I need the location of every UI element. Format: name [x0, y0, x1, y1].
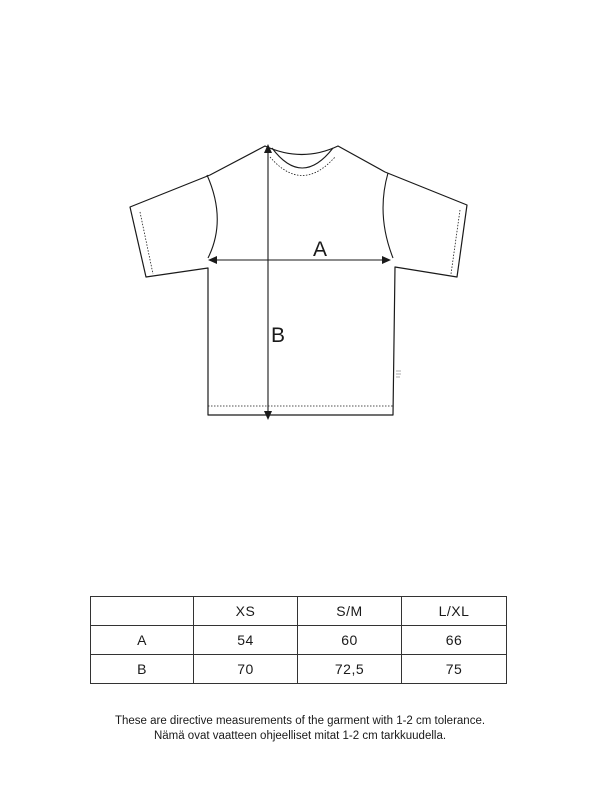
collar-stitch	[270, 157, 335, 176]
tolerance-note-english: These are directive measurements of the garment with 1-2 cm tolerance.	[114, 715, 486, 727]
care-label-mark	[396, 371, 401, 377]
table-header-row	[91, 597, 507, 626]
measurement-b-arrow	[264, 144, 272, 420]
size-chart-table	[90, 596, 507, 684]
table-cell: 60	[298, 626, 402, 655]
tshirt-outline	[130, 146, 467, 415]
table-cell: 66	[402, 626, 507, 655]
header-cell-empty	[91, 597, 194, 626]
right-armhole-seam	[383, 173, 393, 258]
left-sleeve-stitch	[140, 212, 153, 274]
table-cell: 70	[194, 655, 298, 684]
header-cell-xs: XS	[194, 597, 298, 626]
table-row	[91, 626, 507, 655]
tolerance-note-finnish: Nämä ovat vaatteen ohjeelliset mitat 1-2 cm tarkkuudella.	[153, 730, 447, 742]
measurement-b-label: B	[271, 324, 286, 347]
row-label-a: A	[91, 626, 194, 655]
left-armhole-seam	[207, 175, 217, 258]
measurement-a-arrow	[208, 256, 391, 264]
table-cell: 75	[402, 655, 507, 684]
table-row	[91, 655, 507, 684]
measurement-a-label: A	[313, 238, 328, 261]
row-label-b: B	[91, 655, 194, 684]
table-cell: 72,5	[298, 655, 402, 684]
header-cell-lxl: L/XL	[402, 597, 507, 626]
table-cell: 54	[194, 626, 298, 655]
header-cell-sm: S/M	[298, 597, 402, 626]
